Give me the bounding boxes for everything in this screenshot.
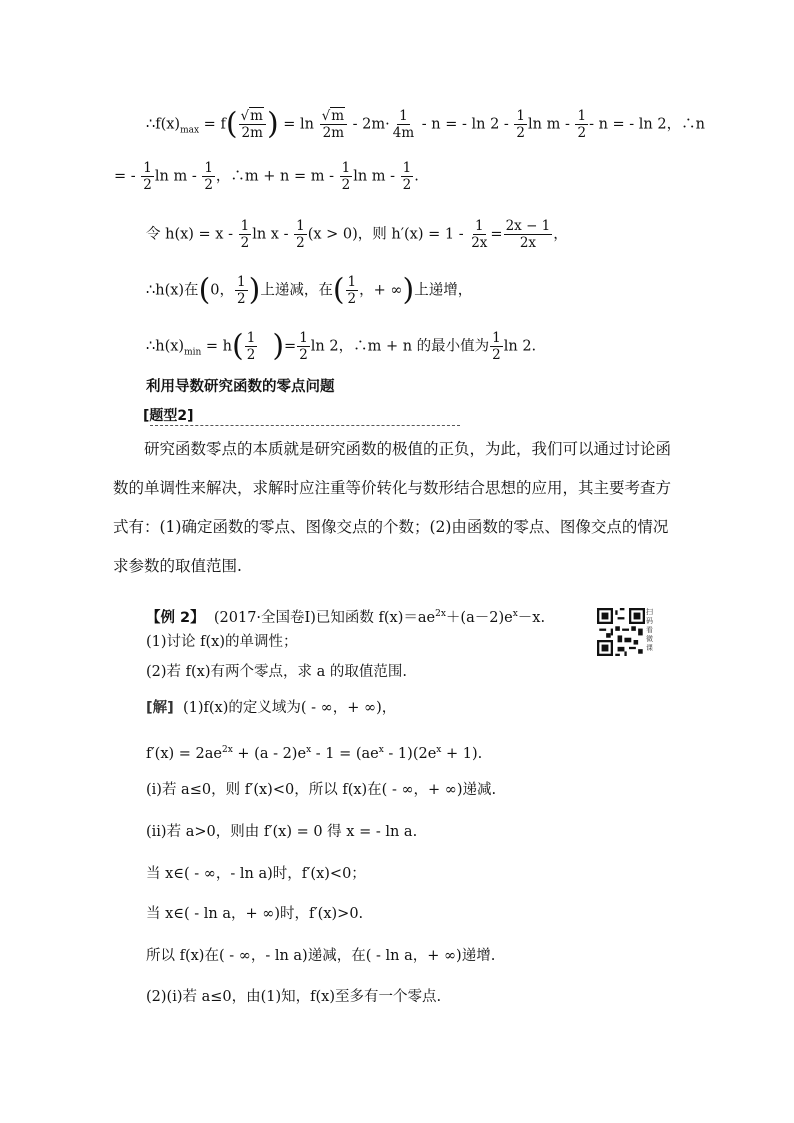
section-heading: 利用导数研究函数的零点问题 [146, 379, 335, 395]
solution-line-5: 当 x∈( - ∞，- ln a)时，f′(x)<0； [146, 866, 366, 882]
example-statement: 【例 2】 (2017·全国卷Ⅰ)已知函数 $f(x)=ae^{2x}+(a-2)e^x-x$. [146, 609, 546, 626]
solution-line-1: [解] (1)f(x)的定义域为( - ∞，+ ∞)， [146, 700, 397, 716]
formula-line-2: = - $\frac{1}{2}$ ln m - $\frac{1}{2}$ ，∴m + n = m - $\frac{1}{2}$ ln m - $\frac{1}{2}$ . [114, 160, 419, 193]
formula-line-3: 令 h(x) = x - $\frac{1}{2}$ ln x - $\frac{1}{2}$ (x > 0)，则 h′(x) = 1 - $\frac{1}{2x}$ = $\frac{2x - 1}{2x}$ ， [146, 218, 568, 251]
qr-caption: 扫码看微课 [646, 608, 653, 652]
intro-paragraph: 研究函数零点的本质就是研究函数的极值的正负，为此，我们可以通过讨论函数的单调性来解决，求解时应注重等价转化与数形结合思想的应用，其主要考查方式有：(1)确定函数的零点、图像交点的个数；(2)由函数的零点、图像交点的情况求参数的取值范围. [113, 440, 672, 575]
qr-code-icon[interactable] [597, 608, 645, 656]
formula-line-4: ∴h(x)在(0， $\frac{1}{2}$ )上递减，在( $\frac{1}{2}$ ，+ ∞)上递增， [146, 272, 473, 308]
solution-line-7: 所以 f(x)在( - ∞，- ln a)递减，在( - ln a，+ ∞)递增. [146, 948, 496, 964]
solution-line-4: (ⅱ)若 a>0，则由 f′(x) = 0 得 x = - ln a. [146, 824, 418, 840]
solution-line-8: (2)(ⅰ)若 a≤0，由(1)知，f(x)至多有一个零点. [146, 989, 442, 1005]
solution-line-2: $f'(x) = 2ae^{2x} + (a - 2)e^x - 1 = (ae^x - 1)(2e^x + 1)$. [146, 745, 483, 762]
type-tag: [题型2] [143, 408, 194, 424]
dashed-divider [150, 425, 460, 426]
example-question-2: (2)若 f(x)有两个零点，求 a 的取值范围. [146, 664, 407, 680]
formula-line-1: $\therefore f(x)_{max} = f$( $\frac{√m}{2m}$ ) = ln $\frac{√m}{2m}$ - 2m· $\frac{1}{4m}$ - n = - ln 2 - $\frac{1}{2}$ ln m - $\frac{1}{2}$ - n = - ln 2，∴n [146, 106, 705, 142]
solution-line-6: 当 x∈( - ln a，+ ∞)时，f′(x)>0. [146, 906, 364, 922]
solution-line-3: (ⅰ)若 a≤0，则 f′(x)<0，所以 f(x)在( - ∞，+ ∞)递减. [146, 782, 497, 798]
formula-line-5: $\therefore h(x)_{min} = h$( $\frac{1}{2}$ )= $\frac{1}{2}$ ln 2，∴m + n 的最小值为 $\frac{1}{2}$ ln 2. [146, 328, 537, 364]
example-question-1: (1)讨论 f(x)的单调性； [146, 634, 298, 650]
